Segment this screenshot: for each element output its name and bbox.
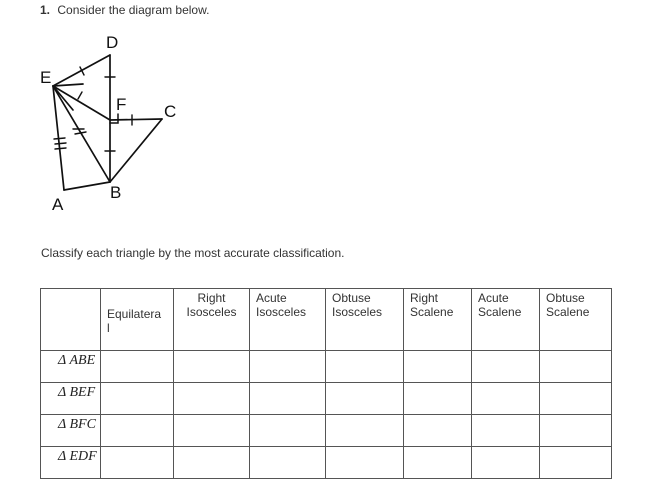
triangle-label: Δ ABE <box>58 353 96 368</box>
answer-cell[interactable] <box>404 447 472 479</box>
answer-cell[interactable] <box>472 415 540 447</box>
row-label-cell <box>41 447 101 479</box>
geometry-diagram <box>40 26 200 216</box>
triangle-label: Δ BEF <box>58 385 96 400</box>
header-cell-blank <box>41 289 101 351</box>
answer-cell[interactable] <box>174 383 250 415</box>
answer-cell[interactable] <box>101 447 174 479</box>
header-label: Acute Scalene <box>478 291 522 319</box>
label-C: C <box>164 102 177 121</box>
row-label-cell <box>41 415 101 447</box>
answer-cell[interactable] <box>326 383 404 415</box>
classification-table <box>40 288 612 479</box>
answer-cell[interactable] <box>101 383 174 415</box>
answer-cell[interactable] <box>174 415 250 447</box>
segment-EF <box>53 86 110 120</box>
answer-cell[interactable] <box>404 383 472 415</box>
answer-cell[interactable] <box>326 415 404 447</box>
header-label: Equilatera l <box>107 307 162 335</box>
answer-cell[interactable] <box>174 351 250 383</box>
question-prompt <box>40 3 209 17</box>
row-label-cell <box>41 351 101 383</box>
header-cell-right-isosceles <box>174 289 250 351</box>
segment-AB <box>64 182 110 190</box>
label-A: A <box>52 195 64 214</box>
answer-cell[interactable] <box>540 415 612 447</box>
tick-EA-3 <box>55 148 66 149</box>
header-label: Right Isosceles <box>186 291 237 319</box>
answer-cell[interactable] <box>472 383 540 415</box>
answer-cell[interactable] <box>250 351 326 383</box>
table-row <box>41 383 612 415</box>
answer-cell[interactable] <box>404 351 472 383</box>
answer-cell[interactable] <box>250 447 326 479</box>
question-number: 1. <box>40 3 51 17</box>
answer-cell[interactable] <box>472 351 540 383</box>
label-E: E <box>40 68 52 87</box>
answer-cell[interactable] <box>472 447 540 479</box>
triangle-label: Δ EDF <box>58 449 97 464</box>
tick-EA-2 <box>55 143 66 144</box>
answer-cell[interactable] <box>174 447 250 479</box>
answer-cell[interactable] <box>404 415 472 447</box>
answer-cell[interactable] <box>540 351 612 383</box>
header-label: Obtuse Isosceles <box>332 291 383 319</box>
instruction-text: Classify each triangle by the most accurate classification. <box>41 246 345 260</box>
answer-cell[interactable] <box>326 351 404 383</box>
answer-cell[interactable] <box>101 351 174 383</box>
right-angle-mark <box>110 114 118 123</box>
header-cell-acute-isosceles <box>250 289 326 351</box>
table-row <box>41 415 612 447</box>
header-cell-right-scalene <box>404 289 472 351</box>
label-D: D <box>106 33 119 52</box>
answer-cell[interactable] <box>540 383 612 415</box>
header-cell-equilateral <box>101 289 174 351</box>
label-B: B <box>110 183 122 202</box>
label-F: F <box>116 95 127 114</box>
answer-cell[interactable] <box>540 447 612 479</box>
header-cell-obtuse-scalene <box>540 289 612 351</box>
header-label: Right Scalene <box>410 291 454 319</box>
header-label: Acute Isosceles <box>256 291 307 319</box>
tick-EF <box>78 92 82 99</box>
header-label: Obtuse Scalene <box>546 291 590 319</box>
tick-EB-2 <box>75 132 86 134</box>
table-header-row <box>41 289 612 351</box>
answer-cell[interactable] <box>101 415 174 447</box>
segment-CB <box>110 119 162 182</box>
row-label-cell <box>41 383 101 415</box>
header-cell-acute-scalene <box>472 289 540 351</box>
table-row <box>41 447 612 479</box>
answer-cell[interactable] <box>250 415 326 447</box>
answer-cell[interactable] <box>326 447 404 479</box>
table-row <box>41 351 612 383</box>
triangle-label: Δ BFC <box>58 417 96 432</box>
header-cell-obtuse-isosceles <box>326 289 404 351</box>
tick-EA-1 <box>54 138 65 139</box>
answer-cell[interactable] <box>250 383 326 415</box>
question-text: Consider the diagram below. <box>57 3 210 17</box>
